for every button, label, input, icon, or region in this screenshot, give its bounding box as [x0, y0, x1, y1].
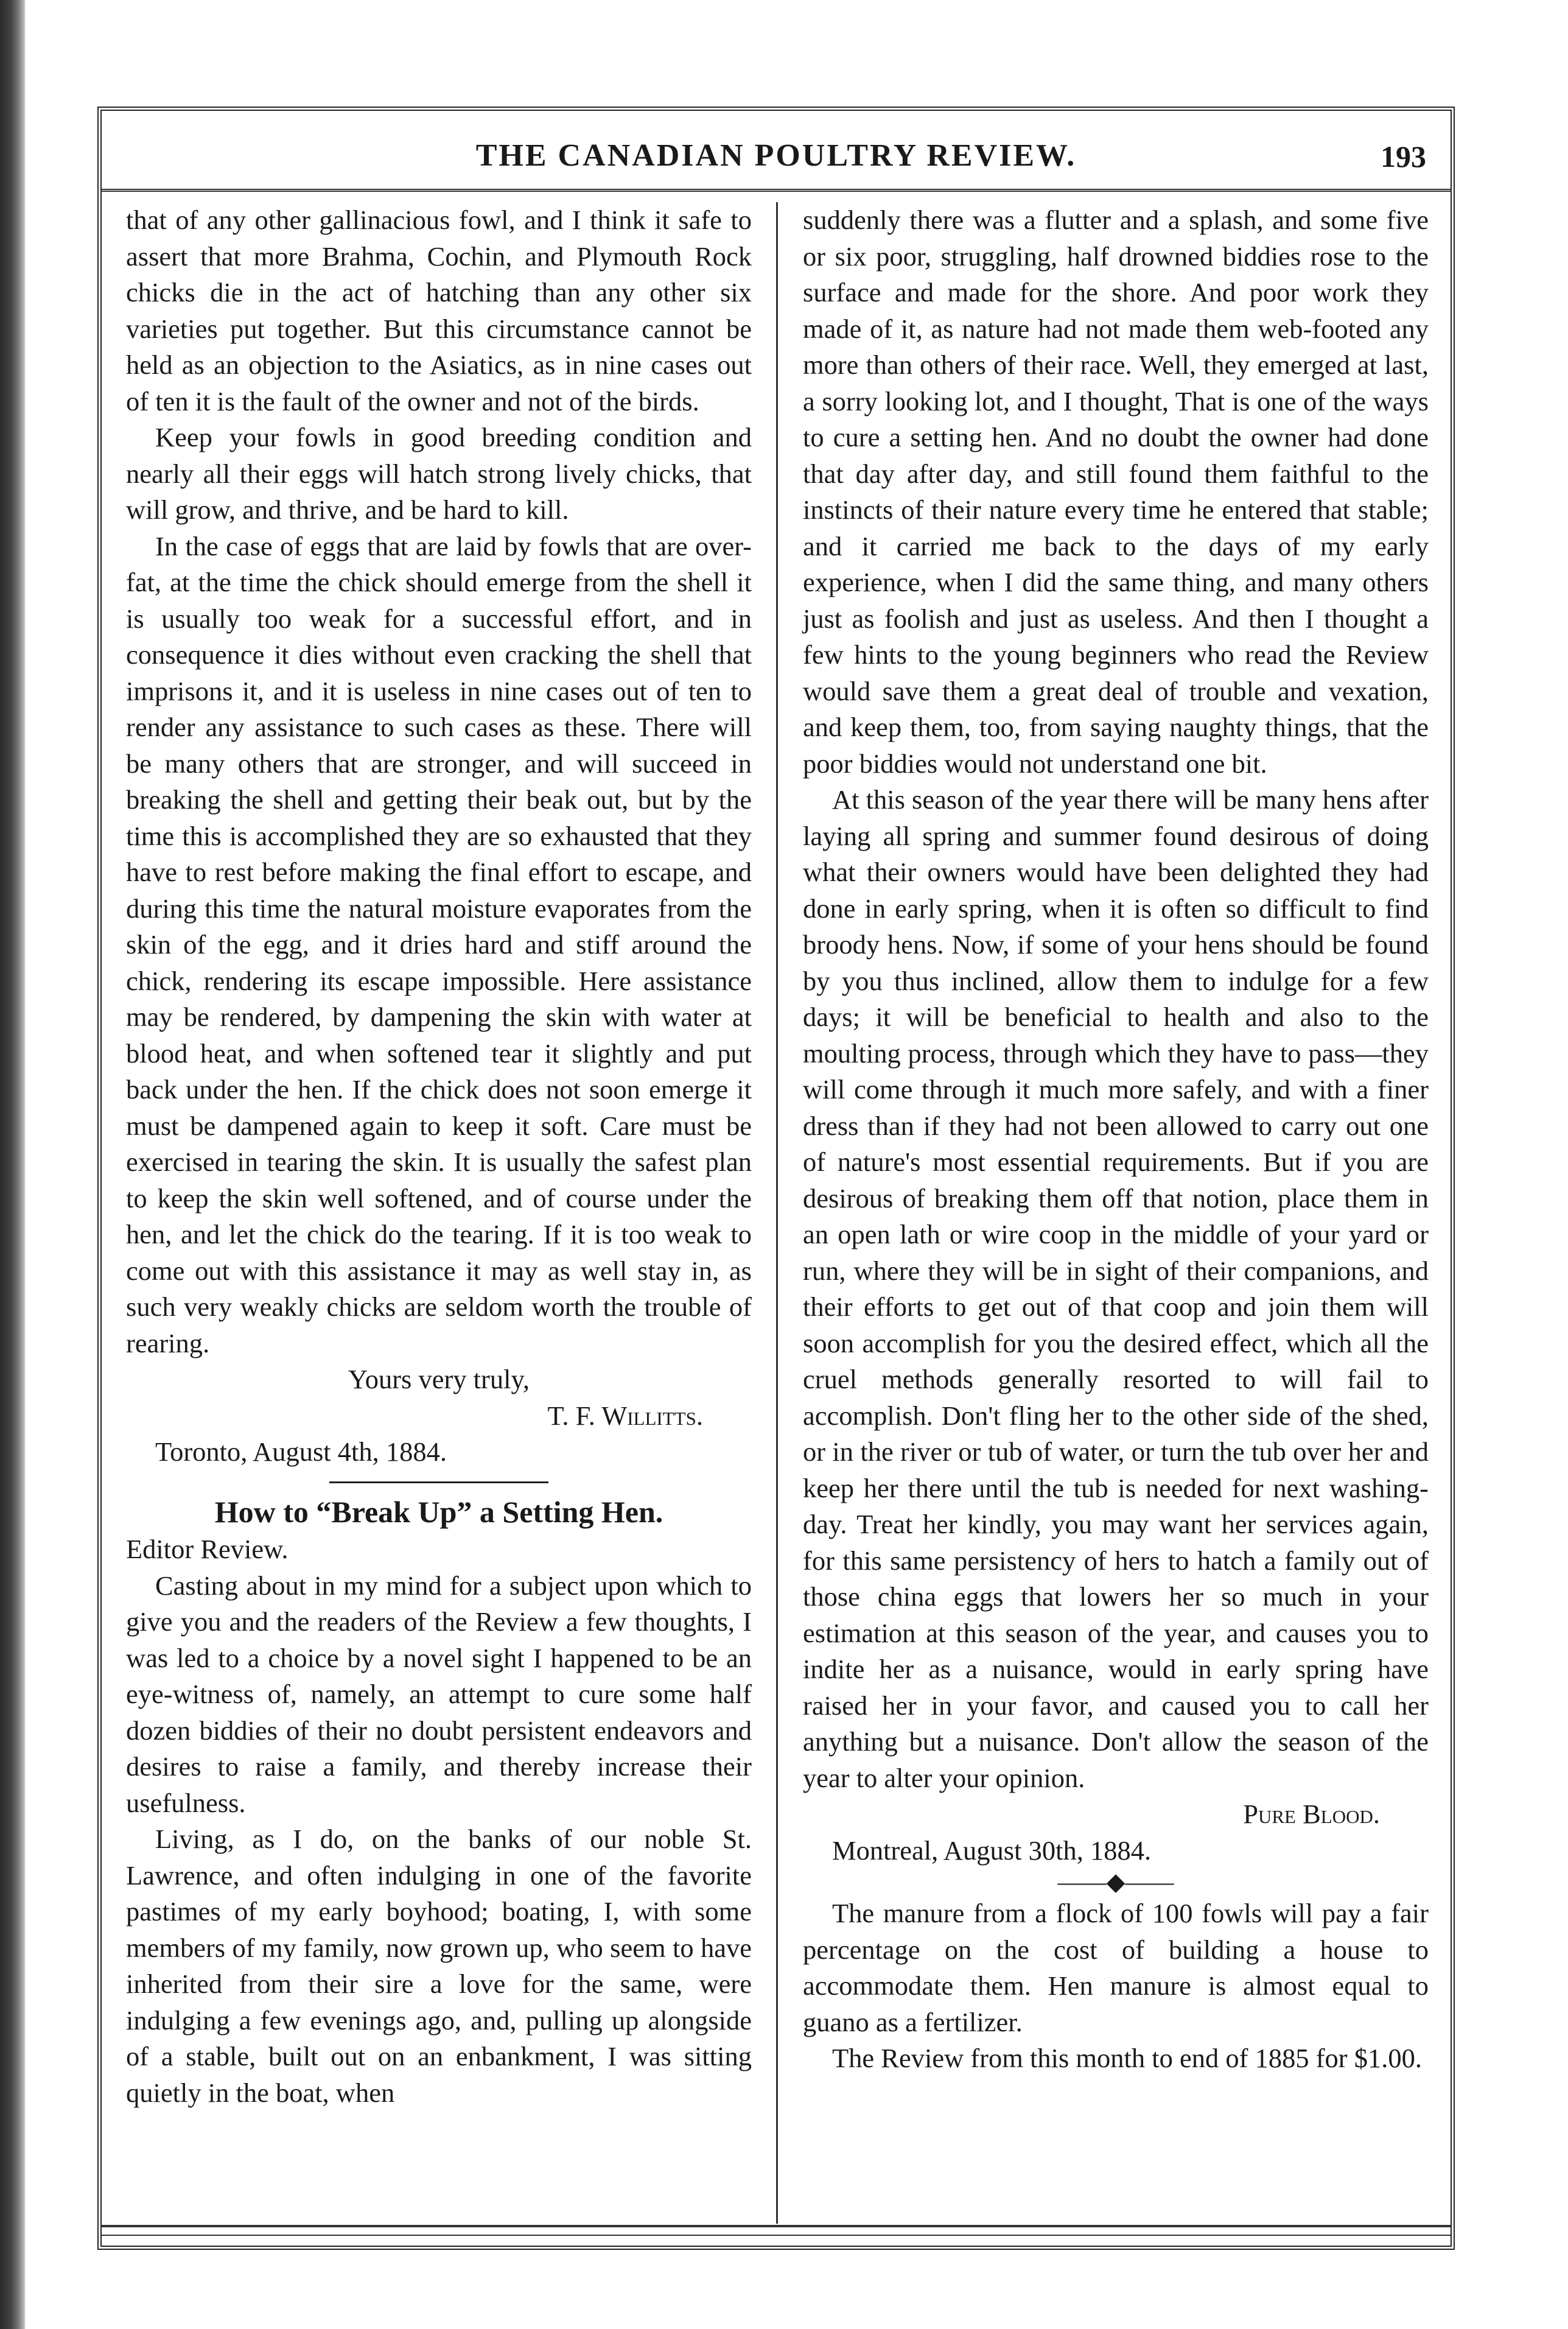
ornament-divider: ——◆——	[1057, 1868, 1174, 1895]
article-paragraph: suddenly there was a flutter and a splash, and some five or six poor, struggling, half drowned biddies rose to the surface and made for the shore. And poor work they made of it, as nature had not made them web-footed any more than others of their race. Well, they emerged at last, a sorry looking lot, and I thought, That is one of the ways to cure a setting hen. And no doubt the owner had done that day after day, and still found them faithful to the instincts of their nature every time he entered that stable; and it carried me back to the days of my early experience, when I did the same thing, and many others just as foolish and just as useless. And then I thought a few hints to the young beginners who read the Review would save them a great deal of trouble and vexation, and keep them, too, from saying naughty things, that the poor biddies would not understand one bit.	[803, 205, 1429, 779]
letter-signature: Pure Blood.	[1243, 1799, 1380, 1829]
left-column	[126, 202, 752, 2111]
section-divider	[329, 1481, 548, 1483]
news-note: The Review from this month to end of 1885 for $1.00.	[832, 2043, 1422, 2073]
article-paragraph: Keep your fowls in good breeding condition and nearly all their eggs will hatch strong lively chicks, that will grow, and thrive, and be hard to kill.	[126, 422, 752, 525]
section-heading: How to “Break Up” a Setting Hen.	[214, 1494, 663, 1529]
letter-dateline: Montreal, August 30th, 1884.	[832, 1835, 1152, 1866]
article-paragraph: At this season of the year there will be many hens after laying all spring and summer found desirous of doing what their owners would have been delighted they had done in early spring, when it is often so difficult to find broody hens. Now, if some of your hens should be found by you thus inclined, allow them to indulge for a few days; it will be beneficial to health and also to the moulting process, through which they have to pass—they will come through it much more safely, and with a finer dress than if they had not been allowed to carry out one of nature's most essential requirements. But if you are desirous of breaking them off that notion, place them in an open lath or wire coop in the middle of your yard or run, where they will be in sight of their companions, and their efforts to get out of that coop and join them will soon accomplish for you the desired effect, which all the cruel methods generally resorted to will fail to accomplish. Don't fling her to the other side of the shed, or in the river or tub of water, or turn the tub over her and keep her there until the tub is needed for next washing-day. Treat her kindly, you may want her services again, for this same persistency of hers to hatch a family out of those china eggs that lowers her so much in your estimation at this season of the year, and causes you to indite her as a nuisance, would in early spring have raised her in your favor, and caused you to call her anything but a nuisance. Don't allow the season of the year to alter your opinion.	[803, 784, 1429, 1793]
article-paragraph: that of any other gallinacious fowl, and I think it safe to assert that more Brahma, Cochin, and Plymouth Rock chicks die in the act of hatching than any other six varieties put together. But this circumstance cannot be held as an objection to the Asiatics, as in nine cases out of ten it is the fault of the owner and not of the birds.	[126, 205, 752, 416]
article-paragraph: In the case of eggs that are laid by fowls that are over-fat, at the time the chick should emerge from the shell it is usually too weak for a successful effort, and in consequence it dies without even cracking the shell that imprisons it, and it is useless in nine cases out of ten to render any assistance to such cases as these. There will be many others that are stronger, and will succeed in breaking the shell and getting their beak out, but by the time this is accomplished they are so exhausted that they have to rest before making the final effort to escape, and during this time the natural moisture evaporates from the skin of the egg, and it dries hard and stiff around the chick, rendering its escape impossible. Here assistance may be rendered, by dampening the skin with water at blood heat, and when softened tear it slightly and put back under the hen. If the chick does not soon emerge it must be dampened again to keep it soft. Care must be exercised in tearing the skin. It is usually the safest plan to keep the skin well softened, and of course under the hen, and let the chick do the tearing. If it is too weak to come out with this assistance it may as well stay in, as such very weakly chicks are seldom worth the trouble of rearing.	[126, 530, 752, 1358]
letter-closing: Yours very truly,	[348, 1364, 530, 1394]
letter-salutation: Editor Review.	[126, 1534, 289, 1564]
letter-signature: T. F. Willitts.	[547, 1400, 703, 1431]
binding-edge	[0, 0, 26, 2329]
publication-title: THE CANADIAN POULTRY REVIEW.	[475, 138, 1077, 173]
page-header	[102, 122, 1451, 192]
news-note: The manure from a flock of 100 fowls will pay a fair percentage on the cost of building a house to accommodate them. Hen manure is almost equal to guano as a fertilizer.	[803, 1898, 1429, 2037]
letter-dateline: Toronto, August 4th, 1884.	[155, 1436, 447, 1467]
newspaper-page	[97, 107, 1455, 2250]
bottom-border	[102, 2225, 1451, 2236]
article-paragraph: Living, as I do, on the banks of our noble St. Lawrence, and often indulging in one of the favorite pastimes of my early boyhood; boating, I, with some members of my family, now grown up, who seem to have inherited from their sire a love for the same, were indulging a few evenings ago, and, pulling up alongside of a stable, built out on an enbankment, I was sitting quietly in the boat, when	[126, 1824, 752, 2108]
article-paragraph: Casting about in my mind for a subject upon which to give you and the readers of the Review a few thoughts, I was led to a choice by a novel sight I happened to be an eye-witness of, namely, an attempt to cure some half dozen biddies of their no doubt persistent endeavors and desires to raise a family, and thereby increase their usefulness.	[126, 1570, 752, 1818]
column-rule	[776, 202, 778, 2224]
right-column	[803, 202, 1429, 2077]
page-number: 193	[1381, 139, 1426, 174]
